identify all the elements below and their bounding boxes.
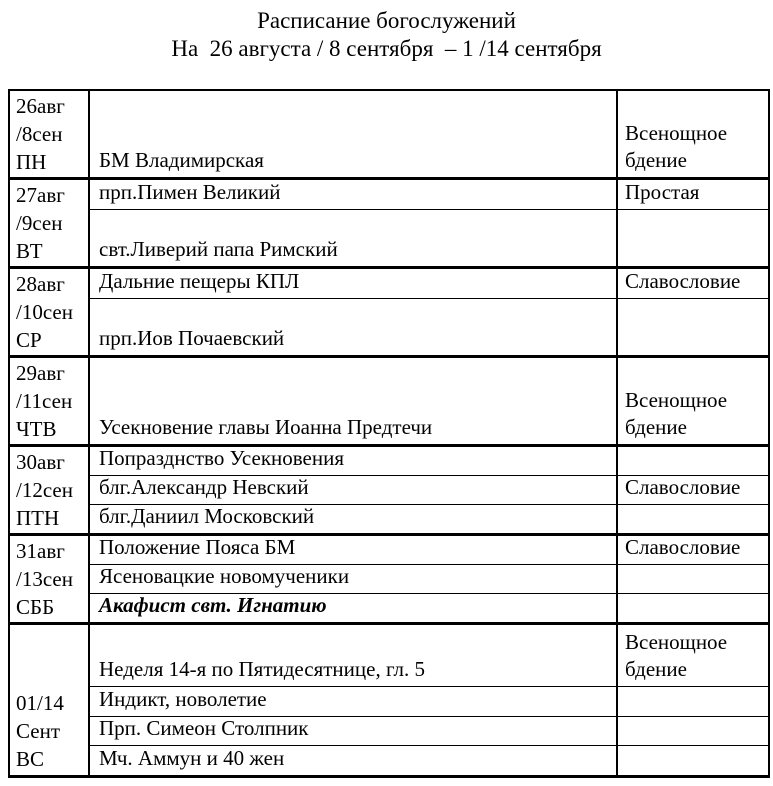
date-line: 26авг [16, 94, 65, 118]
service-type-label: Всенощное бдение [625, 630, 728, 681]
date-line: /10сен [16, 300, 73, 324]
service-cell [90, 594, 616, 622]
service-cell [90, 746, 616, 775]
schedule-table [8, 89, 770, 778]
service-cell [90, 536, 616, 564]
service-type-cell [616, 210, 768, 266]
date-cell [10, 358, 90, 444]
service-label-akathist: Акафист свт. Игнатию [99, 593, 327, 617]
service-cell [90, 717, 616, 746]
service-label: БМ Владимирская [99, 148, 264, 172]
service-row [90, 505, 768, 533]
service-type-cell [616, 476, 768, 504]
service-label: Дальние пещеры КПЛ [99, 269, 300, 293]
day-rows [90, 180, 768, 266]
service-label: свт.Ливерий папа Римский [99, 237, 338, 261]
date-line: Сент [16, 719, 60, 743]
service-row [90, 565, 768, 594]
service-type-cell [616, 746, 768, 775]
service-row [90, 625, 768, 687]
day-rows [90, 269, 768, 355]
service-type-cell [616, 536, 768, 564]
date-line: ВТ [16, 239, 43, 263]
date-line: ПН [16, 150, 47, 174]
day-rows [90, 91, 768, 177]
service-label: прп.Пимен Великий [99, 180, 281, 204]
service-cell [90, 210, 616, 266]
service-type-cell [616, 625, 768, 686]
service-row [90, 180, 768, 210]
date-cell [10, 625, 90, 775]
service-type-cell [616, 565, 768, 593]
service-type-label: Простая [625, 180, 700, 204]
date-line: /11сен [16, 389, 73, 413]
day-group-sat [10, 536, 768, 625]
service-cell [90, 269, 616, 298]
date-line: /8сен [16, 122, 63, 146]
service-row [90, 717, 768, 747]
service-cell [90, 476, 616, 504]
service-label: Усекновение главы Иоанна Предтечи [99, 415, 433, 439]
service-row [90, 210, 768, 266]
service-label: блг.Александр Невский [99, 475, 309, 499]
service-row [90, 447, 768, 476]
service-label: Прп. Симеон Столпник [99, 716, 309, 741]
service-type-label: Всенощное бдение [625, 121, 728, 172]
date-line: ЧТВ [16, 417, 57, 441]
date-line: 30авг [16, 450, 65, 474]
service-type-cell [616, 269, 768, 298]
day-rows [90, 625, 768, 775]
day-rows [90, 358, 768, 444]
page-subtitle: На 26 августа / 8 сентября – 1 /14 сентября [171, 36, 602, 61]
date-line: СР [16, 328, 42, 352]
service-label: прп.Иов Почаевский [99, 326, 285, 350]
service-type-cell [616, 299, 768, 355]
service-cell [90, 625, 616, 686]
service-type-cell [616, 180, 768, 209]
date-line: /9сен [16, 211, 63, 235]
service-type-label: Славословие [625, 475, 741, 499]
day-rows [90, 536, 768, 622]
service-label: Положение Пояса БМ [99, 535, 296, 559]
date-line: /12сен [16, 478, 73, 502]
service-cell [90, 447, 616, 475]
service-label: Попразднство Усекновения [99, 446, 345, 470]
service-cell [90, 505, 616, 533]
day-group-sun [10, 625, 768, 775]
service-type-cell [616, 594, 768, 622]
day-group-wed [10, 269, 768, 358]
date-line: ПТН [16, 506, 60, 530]
day-group-fri [10, 447, 768, 536]
service-label: Ясеновацкие новомученики [99, 564, 350, 588]
service-type-cell [616, 358, 768, 444]
date-cell [10, 536, 90, 622]
service-type-cell [616, 717, 768, 746]
day-group-tue [10, 180, 768, 269]
service-row [90, 687, 768, 717]
service-row [90, 358, 768, 444]
date-line: 27авг [16, 183, 65, 207]
service-type-cell [616, 91, 768, 177]
date-cell [10, 180, 90, 266]
service-type-label: Славословие [625, 269, 741, 293]
service-row [90, 536, 768, 565]
page-title: Расписание богослужений [257, 8, 516, 33]
date-line: /13сен [16, 567, 73, 591]
service-row [90, 746, 768, 775]
date-line: ВС [16, 747, 45, 771]
service-cell [90, 358, 616, 444]
service-cell [90, 687, 616, 716]
title-block [0, 7, 773, 63]
date-line: 31авг [16, 539, 65, 563]
service-label: Неделя 14-я по Пятидесятнице, гл. 5 [99, 657, 425, 681]
service-row [90, 269, 768, 299]
service-cell [90, 180, 616, 209]
service-row [90, 594, 768, 622]
service-type-cell [616, 447, 768, 475]
service-type-label: Всенощное бдение [625, 388, 728, 439]
date-cell [10, 447, 90, 533]
day-rows [90, 447, 768, 533]
day-group-thu [10, 358, 768, 447]
service-label: блг.Даниил Московский [99, 504, 315, 528]
service-label: Индикт, новолетие [99, 686, 267, 711]
date-cell [10, 91, 90, 177]
service-row [90, 299, 768, 355]
date-cell [10, 269, 90, 355]
service-cell [90, 91, 616, 177]
service-row [90, 91, 768, 177]
date-line: 29авг [16, 361, 65, 385]
service-type-label: Славословие [625, 535, 741, 559]
service-cell [90, 299, 616, 355]
date-line: 28авг [16, 272, 65, 296]
service-row [90, 476, 768, 505]
date-line: 01/14 [16, 691, 64, 715]
service-type-cell [616, 505, 768, 533]
service-label: Мч. Аммун и 40 жен [99, 746, 285, 771]
day-group-mon [10, 91, 768, 180]
service-type-cell [616, 687, 768, 716]
service-cell [90, 565, 616, 593]
date-line: СББ [16, 595, 55, 619]
